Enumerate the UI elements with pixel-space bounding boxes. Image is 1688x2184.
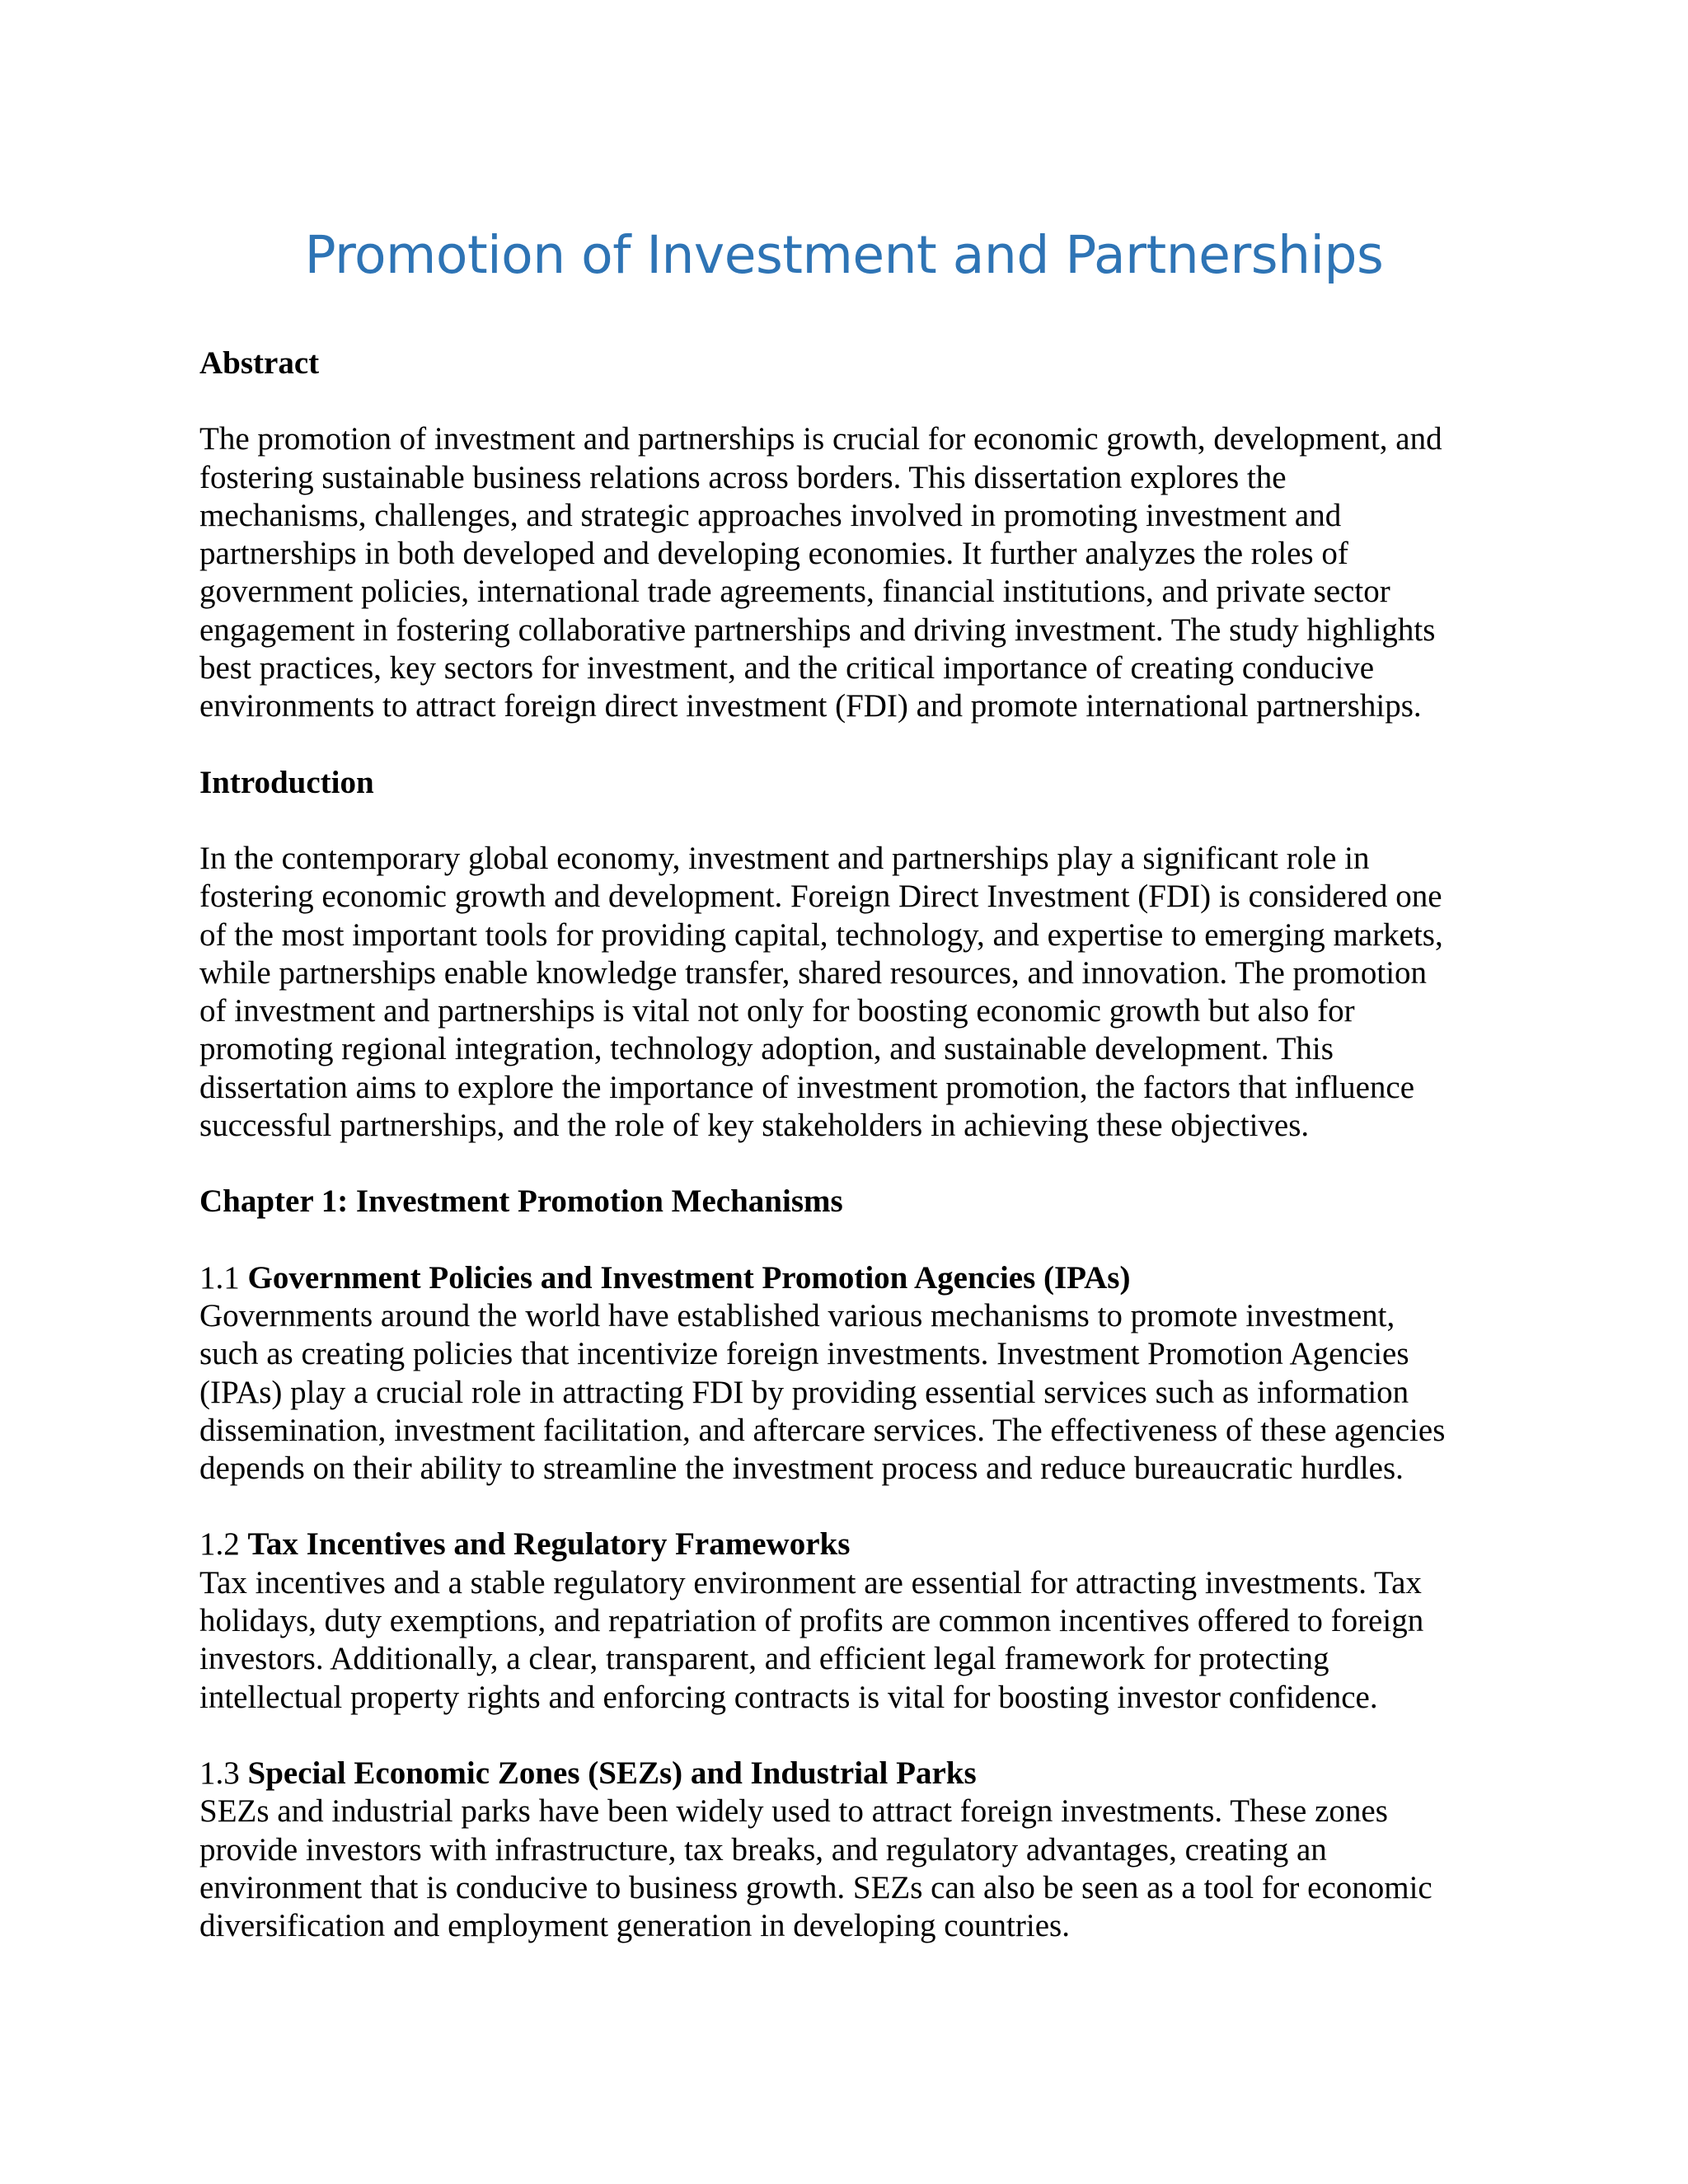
abstract-heading: Abstract bbox=[199, 345, 320, 381]
spacer bbox=[199, 1717, 1498, 1755]
introduction-line: promoting regional integration, technology adoption, and sustainable development. This bbox=[199, 1031, 1334, 1067]
introduction-line: of the most important tools for providing capital, technology, and expertise to emerging markets, bbox=[199, 916, 1443, 953]
section-title: Government Policies and Investment Promotion Agencies (IPAs) bbox=[247, 1259, 1131, 1296]
section-line: provide investors with infrastructure, tax breaks, and regulatory advantages, creating an bbox=[199, 1831, 1327, 1868]
section-line: environment that is conducive to business growth. SEZs can also be seen as a tool for economic bbox=[199, 1869, 1432, 1905]
section-line: Tax incentives and a stable regulatory environment are essential for attracting investments. Tax bbox=[199, 1564, 1422, 1601]
spacer bbox=[199, 1221, 1498, 1259]
abstract-line: government policies, international trade agreements, financial institutions, and private sector bbox=[199, 574, 1390, 610]
section-line: dissemination, investment facilitation, and aftercare services. The effectiveness of these agencies bbox=[199, 1412, 1446, 1448]
abstract-line: best practices, key sectors for investment, and the critical importance of creating conducive bbox=[199, 650, 1375, 687]
section-title: Special Economic Zones (SEZs) and Industrial Parks bbox=[247, 1755, 977, 1791]
introduction-line: fostering economic growth and development. Foreign Direct Investment (FDI) is considered one bbox=[199, 879, 1442, 915]
section-line: holidays, duty exemptions, and repatriation of profits are common incentives offered to foreign bbox=[199, 1603, 1424, 1639]
introduction-paragraph bbox=[199, 840, 1498, 1145]
section-title: Tax Incentives and Regulatory Frameworks bbox=[247, 1526, 851, 1563]
section-line: intellectual property rights and enforcing contracts is vital for boosting investor confidence. bbox=[199, 1679, 1378, 1715]
section-1-3 bbox=[199, 1755, 1498, 1945]
introduction-heading: Introduction bbox=[199, 764, 374, 800]
introduction-line: In the contemporary global economy, investment and partnerships play a significant role in bbox=[199, 840, 1370, 876]
spacer bbox=[199, 726, 1498, 764]
section-line: investors. Additionally, a clear, transparent, and efficient legal framework for protecting bbox=[199, 1641, 1329, 1677]
spacer bbox=[199, 1145, 1498, 1183]
abstract-line: environments to attract foreign direct investment (FDI) and promote international partnerships. bbox=[199, 688, 1422, 724]
section-heading bbox=[199, 1259, 1498, 1297]
introduction-line: successful partnerships, and the role of key stakeholders in achieving these objectives. bbox=[199, 1108, 1310, 1144]
abstract-line: The promotion of investment and partnerships is crucial for economic growth, development, and bbox=[199, 421, 1442, 457]
section-number: 1.1 bbox=[199, 1259, 240, 1296]
abstract-line: mechanisms, challenges, and strategic approaches involved in promoting investment and bbox=[199, 497, 1342, 533]
spacer bbox=[199, 802, 1498, 840]
section-line: depends on their ability to streamline the investment process and reduce bureaucratic hurdles. bbox=[199, 1451, 1404, 1487]
abstract-paragraph bbox=[199, 420, 1498, 725]
section-line: diversification and employment generation in developing countries. bbox=[199, 1908, 1070, 1944]
abstract-line: engagement in fostering collaborative partnerships and driving investment. The study highlights bbox=[199, 612, 1436, 648]
section-line: (IPAs) play a crucial role in attracting FDI by providing essential services such as information bbox=[199, 1374, 1409, 1410]
section-heading bbox=[199, 1755, 1498, 1793]
introduction-line: while partnerships enable knowledge transfer, shared resources, and innovation. The promotion bbox=[199, 954, 1428, 991]
introduction-line: of investment and partnerships is vital not only for boosting economic growth but also for bbox=[199, 993, 1355, 1029]
section-1-1 bbox=[199, 1259, 1498, 1488]
section-number: 1.3 bbox=[199, 1755, 240, 1791]
document-body bbox=[199, 344, 1498, 1945]
abstract-line: fostering sustainable business relations across borders. This dissertation explores the bbox=[199, 459, 1287, 495]
section-1-2 bbox=[199, 1526, 1498, 1716]
section-line: Governments around the world have established various mechanisms to promote investment, bbox=[199, 1297, 1395, 1333]
spacer bbox=[199, 1488, 1498, 1526]
section-line: such as creating policies that incentivize foreign investments. Investment Promotion Agencies bbox=[199, 1336, 1409, 1372]
chapter-heading: Chapter 1: Investment Promotion Mechanisms bbox=[199, 1183, 843, 1220]
introduction-line: dissertation aims to explore the importance of investment promotion, the factors that influence bbox=[199, 1069, 1415, 1105]
section-number: 1.2 bbox=[199, 1526, 240, 1563]
spacer bbox=[199, 382, 1498, 420]
document-title: Promotion of Investment and Partnerships bbox=[304, 225, 1384, 285]
section-line: SEZs and industrial parks have been widely used to attract foreign investments. These zones bbox=[199, 1793, 1388, 1830]
abstract-line: partnerships in both developed and developing economies. It further analyzes the roles of bbox=[199, 536, 1348, 572]
section-heading bbox=[199, 1526, 1498, 1563]
